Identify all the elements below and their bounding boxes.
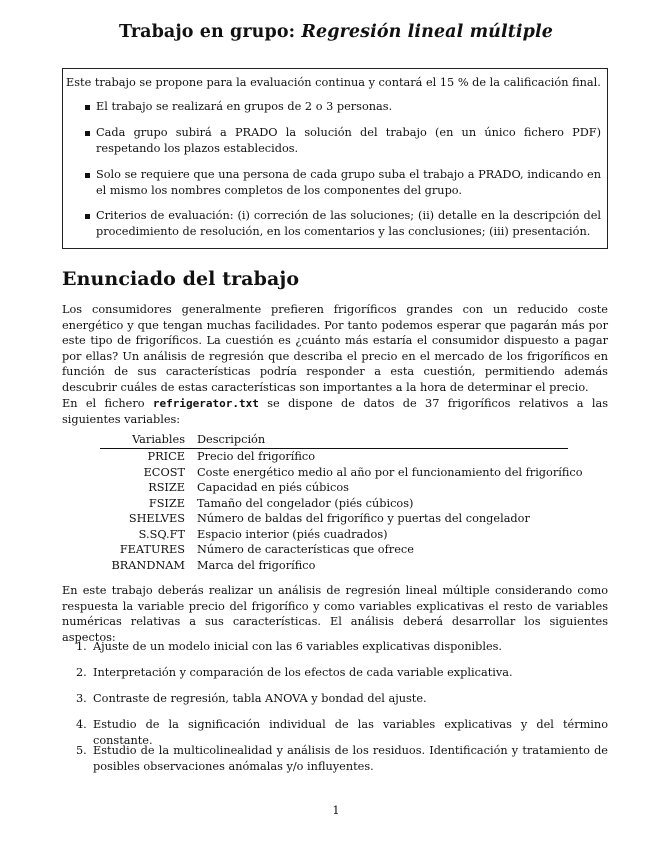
table-row: ECOST Coste energético medio al año por el funcionamiento del frigorífico bbox=[143, 465, 583, 479]
title-italic: Regresión lineal múltiple bbox=[301, 22, 554, 42]
info-box-item: El trabajo se realizará en grupos de 2 o 3 personas. bbox=[96, 99, 601, 115]
task-item: 2. Interpretación y comparación de los efectos de cada variable explicativa. bbox=[76, 666, 513, 679]
info-box-item: Criterios de evaluación: (i) correción de las soluciones; (ii) detalle en la descripción del procedimiento de resolución, en los comentarios y las conclusiones; (iii) presentación. bbox=[96, 208, 601, 240]
info-box-item: Solo se requiere que una persona de cada grupo suba el trabajo a PRADO, indicando en el mismo los nombres completos de los componentes del grupo. bbox=[96, 167, 601, 199]
table-row: S.SQ.FT Espacio interior (piés cuadrados) bbox=[138, 527, 388, 541]
table-row: RSIZE Capacidad en piés cúbicos bbox=[148, 481, 349, 494]
bullet-icon bbox=[85, 214, 90, 219]
paragraph-analysis: En este trabajo deberás realizar un análisis de regresión lineal múltiple considerando como respuesta la variable precio del frigorífico y como variables explicativas el resto de variables numéricas relativas a sus características. El análisis deberá desarrollar los siguientes aspectos: bbox=[62, 584, 608, 644]
table-row: BRANDNAM Marca del frigorífico bbox=[111, 558, 316, 572]
task-item: 4. Estudio de la significación individual de las variables explicativas y del término constante. bbox=[76, 718, 608, 747]
file-name: refrigerator.txt bbox=[152, 397, 259, 410]
page-title bbox=[62, 22, 610, 42]
table-row: PRICE Precio del frigorífico bbox=[147, 450, 316, 463]
section-heading: Enunciado del trabajo bbox=[62, 268, 300, 290]
paragraph-intro: Los consumidores generalmente prefieren frigoríficos grandes con un reducido coste energético y que tengan muchas facilidades. Por tanto podemos esperar que pagarán más por este tipo de frigoríficos. La cuestión es ¿cuánto más estaría el consumidor dispuesto a pagar por ellas? Un análisis de regresión que describa el precio en el mercado de los frigoríficos en función de sus características podría responder a esta cuestión, permitiendo además descubrir cuáles de estas características son importantes a la hora de determinar el precio. bbox=[62, 303, 608, 394]
bullet-icon bbox=[85, 105, 90, 110]
task-item: 3. Contraste de regresión, tabla ANOVA y bondad del ajuste. bbox=[76, 692, 427, 705]
task-item: 5. Estudio de la multicolinealidad y análisis de los residuos. Identificación y tratamiento de posibles observaciones anómalas y/o influyentes. bbox=[76, 744, 608, 773]
page-number: 1 bbox=[332, 804, 340, 817]
table-row: FEATURES Número de características que ofrece bbox=[119, 543, 414, 556]
info-box bbox=[62, 68, 608, 249]
info-box-intro: Este trabajo se propone para la evaluación continua y contará el 15 % de la calificación final. bbox=[66, 76, 601, 89]
paragraph-file: En el fichero refrigerator.txt se dispone de datos de 37 frigoríficos relativos a las siguientes variables: bbox=[62, 397, 608, 426]
bullet-icon bbox=[85, 173, 90, 178]
table-row: FSIZE Tamaño del congelador (piés cúbicos) bbox=[148, 496, 414, 510]
bullet-icon bbox=[85, 131, 90, 136]
header-description: Descripción bbox=[197, 433, 266, 446]
header-variables: Variables bbox=[132, 433, 185, 446]
table-row: SHELVES Número de baldas del frigorífico y puertas del congelador bbox=[128, 512, 530, 525]
task-item: 1. Ajuste de un modelo inicial con las 6 variables explicativas disponibles. bbox=[76, 640, 503, 653]
table-header bbox=[100, 431, 568, 449]
title-prefix: Trabajo en grupo: bbox=[118, 22, 296, 42]
info-box-item: Cada grupo subirá a PRADO la solución del trabajo (en un único fichero PDF) respetando los plazos establecidos. bbox=[96, 125, 601, 157]
